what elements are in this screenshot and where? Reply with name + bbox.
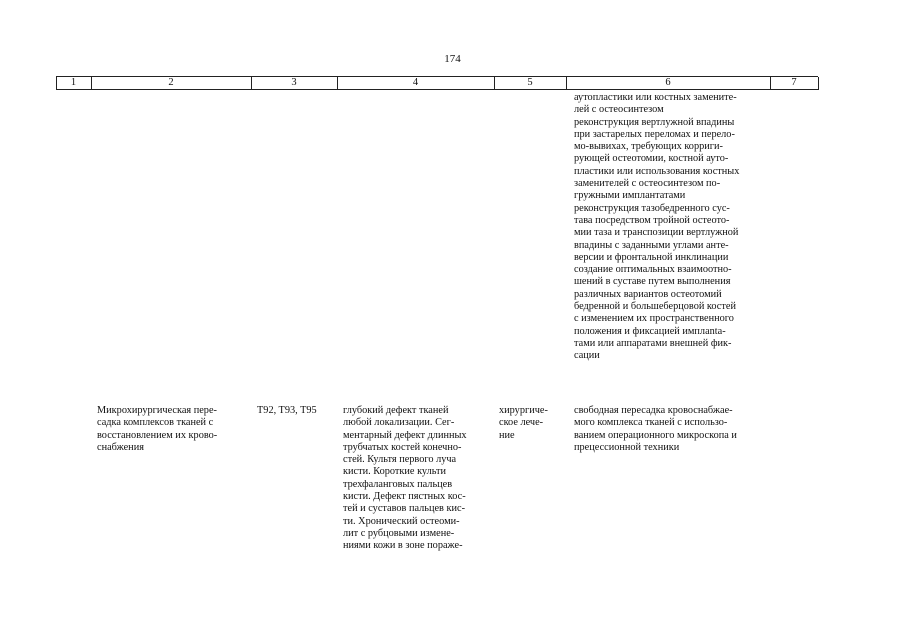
- column-header-6: 6: [665, 77, 671, 88]
- text-line: мого комплекса тканей с использо-: [574, 417, 728, 429]
- text-line: реконструкция тазобедренного сус-: [574, 202, 730, 214]
- text-line: прецессионной техники: [574, 441, 680, 453]
- text-line: рующей остеотомии, костной ауто-: [574, 153, 729, 165]
- text-line: сации: [574, 350, 600, 362]
- text-line: лит с рубцовыми измене-: [343, 527, 455, 539]
- text-line: версии и фронтальной инклинации: [574, 251, 729, 263]
- text-line: трубчатых костей конечно-: [343, 441, 462, 453]
- text-line: ти. Хронический остеоми-: [343, 515, 460, 527]
- text-line: ниями кожи в зоне пораже-: [343, 540, 463, 552]
- text-line: садка комплексов тканей с: [97, 417, 214, 429]
- text-line: тава посредством тройной остеото-: [574, 214, 730, 226]
- row2-col4-text: [343, 405, 490, 553]
- text-line: ванием операционного микроскопа и: [574, 429, 737, 441]
- column-header-5: 5: [527, 77, 533, 88]
- row2-col6-text: [574, 405, 768, 454]
- text-line: хирургиче-: [499, 405, 548, 416]
- row2-col5-text: [499, 405, 563, 442]
- column-header-2: 2: [168, 77, 174, 88]
- page-number: 174: [444, 53, 461, 65]
- text-line: кисти. Короткие культи: [343, 466, 447, 478]
- text-line: при застарелых переломах и перело-: [574, 128, 735, 140]
- text-line: реконструкция вертлужной впадины: [574, 116, 735, 128]
- text-line: тами или аппаратами внешней фик-: [574, 337, 732, 349]
- row2-col2-text: [97, 405, 247, 454]
- text-line: восстановлением их крово-: [97, 429, 218, 441]
- text-line: создание оптимальных взаимоотно-: [574, 264, 732, 276]
- header-bottom-rule: [56, 89, 818, 90]
- text-line: впадины с заданными углами анте-: [574, 239, 729, 251]
- text-line: тей и суставов пальцев кис-: [343, 503, 465, 515]
- text-line: трехфаланговых пальцев: [343, 478, 453, 490]
- text-line: мо-вывихах, требующих корриги-: [574, 141, 723, 153]
- text-line: Микрохирургическая пере-: [97, 405, 217, 416]
- text-line: заменителей с остеосинтезом по-: [574, 178, 721, 190]
- text-line: глубокий дефект тканей: [343, 405, 449, 416]
- text-line: ментарный дефект длинных: [343, 429, 467, 441]
- column-header-3: 3: [291, 77, 297, 88]
- text-line: любой локализации. Сег-: [343, 417, 455, 429]
- text-line: с изменением их пространственного: [574, 313, 734, 325]
- column-header-7: 7: [791, 77, 797, 88]
- text-line: бедренной и большеберцовой костей: [574, 301, 736, 313]
- text-line: кисти. Дефект пястных кос-: [343, 491, 466, 503]
- row1-col6-text: [574, 92, 768, 363]
- text-line: шений в суставе путем выполнения: [574, 276, 731, 288]
- text-line: ние: [499, 429, 515, 441]
- text-line: ское лече-: [499, 417, 544, 429]
- text-line: гружными имплантатами: [574, 190, 686, 202]
- text-line: пластики или использования костных: [574, 165, 740, 177]
- row2-col3-codes: T92, T93, T95: [257, 405, 317, 416]
- text-line: снабжения: [97, 441, 144, 453]
- column-header-1: 1: [70, 77, 77, 88]
- text-line: мии таза и транспозиции вертлужной: [574, 227, 739, 239]
- text-line: стей. Культя первого луча: [343, 454, 457, 466]
- text-line: положения и фиксацией имплanta-: [574, 325, 726, 337]
- text-line: различных вариантов остеотомий: [574, 288, 722, 300]
- header-divider: [818, 77, 819, 90]
- column-header-4: 4: [412, 77, 419, 88]
- text-line: лей с остеосинтезом: [574, 104, 664, 116]
- text-line: аутопластики или костных замените-: [574, 92, 737, 103]
- text-line: свободная пересадка кровоснабжае-: [574, 405, 733, 416]
